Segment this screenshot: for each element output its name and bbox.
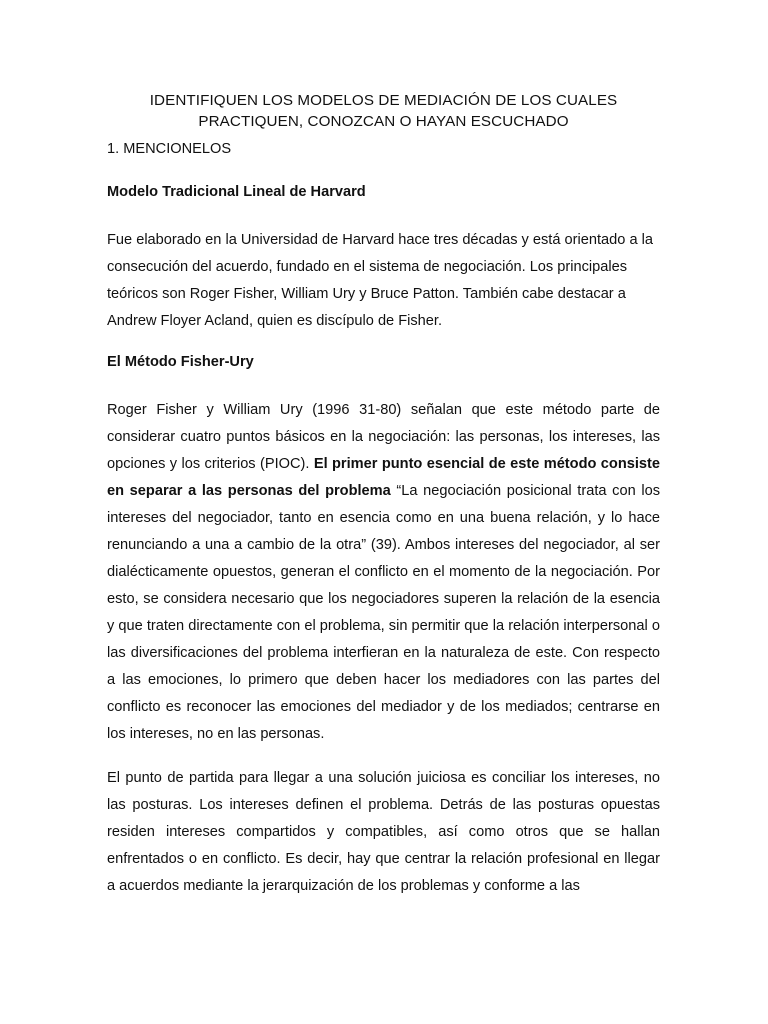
- document-page: [107, 90, 660, 917]
- document-title: [107, 90, 660, 132]
- paragraph-fisher-ury-2: El punto de partida para llegar a una solución juiciosa es conciliar los intereses, no las posturas. Los intereses definen el problema. Detrás de las posturas opuestas residen intereses compartidos y compatibles, así como otros que se hallan enfrentados o en conflicto. Es decir, hay que centrar la relación profesional en llegar a acuerdos mediante la jerarquización de los problemas y conforme a las: [107, 770, 660, 894]
- paragraph-bold-emphasis: El primer punto esencial de este método consiste en separar a las personas del problema: [107, 456, 661, 499]
- title-line-2: PRACTIQUEN, CONOZCAN O HAYAN ESCUCHADO: [198, 113, 569, 130]
- section-heading-harvard: Modelo Tradicional Lineal de Harvard: [107, 184, 366, 200]
- section-heading-fisher-ury: El Método Fisher-Ury: [107, 354, 254, 370]
- list-heading: 1. MENCIONELOS: [107, 141, 232, 157]
- paragraph-text-end: “La negociación posicional trata con los intereses del negociador, tanto en esencia como en una buena relación, y lo hace renunciando a una a cambio de la otra” (39). Ambos intereses del negociador, al ser dialécticamente opuestos, generan el conflicto en el momento de la negociación. Por esto, se considera necesario que los negociadores superen la relación de la esencia y que traten directamente con el problema, sin permitir que la relación interpersonal o las diversificaciones del problema interfieran en la naturaleza de este. Con respecto a las emociones, lo primero que deben hacer los mediadores con las partes del conflicto es reconocer las emociones del mediador y de los mediados; centrarse en los intereses, no en las personas.: [107, 483, 660, 742]
- title-line-1: IDENTIFIQUEN LOS MODELOS DE MEDIACIÓN DE LOS CUALES: [149, 92, 618, 109]
- paragraph-harvard: Fue elaborado en la Universidad de Harvard hace tres décadas y está orientado a la consecución del acuerdo, fundado en el sistema de negociación. Los principales teóricos son Roger Fisher, William Ury y Bruce Patton. También cabe destacar a Andrew Floyer Acland, quien es discípulo de Fisher.: [107, 232, 653, 329]
- paragraph-text-start: Roger Fisher y William Ury (1996 31-80) señalan que este método parte de considerar cuatro puntos básicos en la negociación: las personas, los intereses, las opciones y los criterios (PIOC).: [107, 402, 660, 472]
- paragraph-fisher-ury-1: [107, 397, 660, 748]
